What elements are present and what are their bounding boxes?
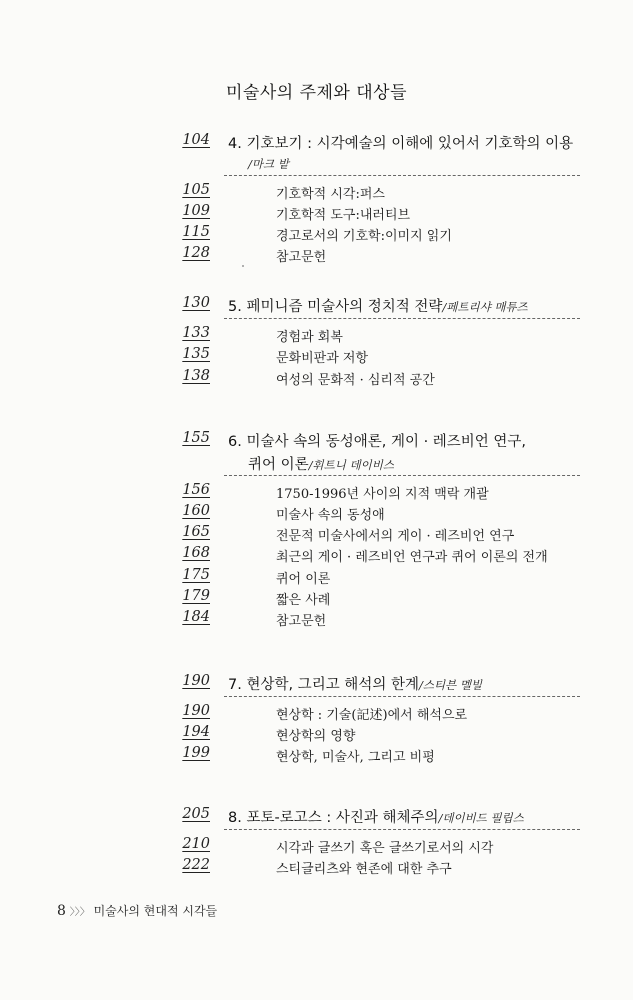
dashed-divider	[224, 829, 580, 830]
page-footer	[57, 902, 217, 919]
chapter-title-continued: 퀴어 이론	[248, 457, 309, 473]
entry-page-number: 168	[182, 545, 210, 561]
entry-title: 1750-1996년 사이의 지적 맥락 개괄	[276, 487, 489, 502]
footer-arrows: 〉〉〉	[69, 907, 90, 918]
entry-title: 전문적 미술사에서의 게이 · 레즈비언 연구	[276, 529, 515, 544]
entry-page-number: 128	[182, 245, 210, 261]
chapter-author: /페트리샤 매튜즈	[442, 300, 528, 314]
entry-page-number: 179	[182, 588, 210, 604]
entry-page-number: 184	[182, 609, 210, 625]
entry-page-number: 138	[182, 368, 210, 384]
dashed-divider	[224, 175, 580, 176]
print-speck	[242, 265, 244, 267]
entry-page-number: 165	[182, 524, 210, 540]
chapter-page-number: 205	[182, 806, 210, 822]
chapter-page-number: 104	[182, 132, 210, 148]
entry-title: 경고로서의 기호학:이미지 읽기	[276, 229, 452, 244]
footer-book-title: 미술사의 현대적 시각들	[93, 904, 218, 918]
dashed-divider	[224, 318, 580, 319]
chapter-page-number: 190	[182, 673, 210, 689]
chapter-title: 8. 포토-로고스 : 사진과 해체주의	[228, 810, 439, 826]
entry-title: 경험과 회복	[276, 330, 343, 345]
entry-page-number: 199	[182, 745, 210, 761]
chapter-author: /데이비드 필립스	[438, 811, 524, 825]
entry-title: 퀴어 이론	[276, 572, 331, 587]
entry-title: 현상학의 영향	[276, 729, 356, 744]
chapter-title: 4. 기호보기 : 시각예술의 이해에 있어서 기호학의 이용	[228, 136, 574, 152]
chapter-title-row	[228, 295, 528, 316]
entry-title: 미술사 속의 동성애	[276, 508, 385, 523]
entry-title: 스티글리츠와 현존에 대한 추구	[276, 862, 452, 877]
footer-page-number: 8	[57, 903, 66, 919]
chapter-title: 7. 현상학, 그리고 해석의 한계	[228, 677, 419, 693]
chapter-title-row	[228, 806, 524, 827]
entry-page-number: 133	[182, 325, 210, 341]
entry-page-number: 115	[182, 224, 210, 240]
chapter-author: /휘트니 데이비스	[308, 458, 394, 472]
entry-page-number: 109	[182, 203, 210, 219]
entry-title: 짧은 사례	[276, 593, 331, 608]
chapter-author: /스티븐 멜빌	[418, 678, 483, 692]
chapter-author: /마크 밭	[248, 157, 289, 171]
entry-page-number: 194	[182, 724, 210, 740]
entry-page-number: 160	[182, 503, 210, 519]
dashed-divider	[224, 696, 580, 697]
entry-page-number: 175	[182, 567, 210, 583]
chapter-title-row	[248, 453, 394, 474]
entry-title: 최근의 게이 · 레즈비언 연구과 퀴어 이론의 전개	[276, 550, 548, 565]
page-title: 미술사의 주제와 대상들	[225, 83, 408, 103]
entry-title: 현상학, 미술사, 그리고 비평	[276, 750, 435, 765]
chapter-title: 6. 미술사 속의 동성애론, 게이 · 레즈비언 연구,	[228, 434, 527, 450]
entry-title: 기호학적 도구:내러티브	[276, 208, 411, 223]
entry-title: 현상학 : 기술(記述)에서 해석으로	[276, 708, 468, 723]
entry-page-number: 210	[182, 836, 210, 852]
entry-page-number: 105	[182, 182, 210, 198]
chapter-page-number: 130	[182, 295, 210, 311]
dashed-divider	[224, 475, 580, 476]
entry-title: 기호학적 시각:퍼스	[276, 187, 385, 202]
entry-page-number: 190	[182, 703, 210, 719]
entry-page-number: 222	[182, 857, 210, 873]
entry-title: 참고문헌	[276, 250, 327, 265]
entry-title: 시각과 글쓰기 혹은 글쓰기로서의 시각	[276, 841, 494, 856]
entry-page-number: 156	[182, 482, 210, 498]
chapter-page-number: 155	[182, 430, 210, 446]
entry-title: 참고문헌	[276, 614, 327, 629]
chapter-title: 5. 페미니즘 미술사의 정치적 전략	[228, 299, 443, 315]
entry-title: 여성의 문화적 · 심리적 공간	[276, 373, 435, 388]
entry-title: 문화비판과 저항	[276, 351, 369, 366]
entry-page-number: 135	[182, 346, 210, 362]
chapter-title-row	[228, 673, 482, 694]
